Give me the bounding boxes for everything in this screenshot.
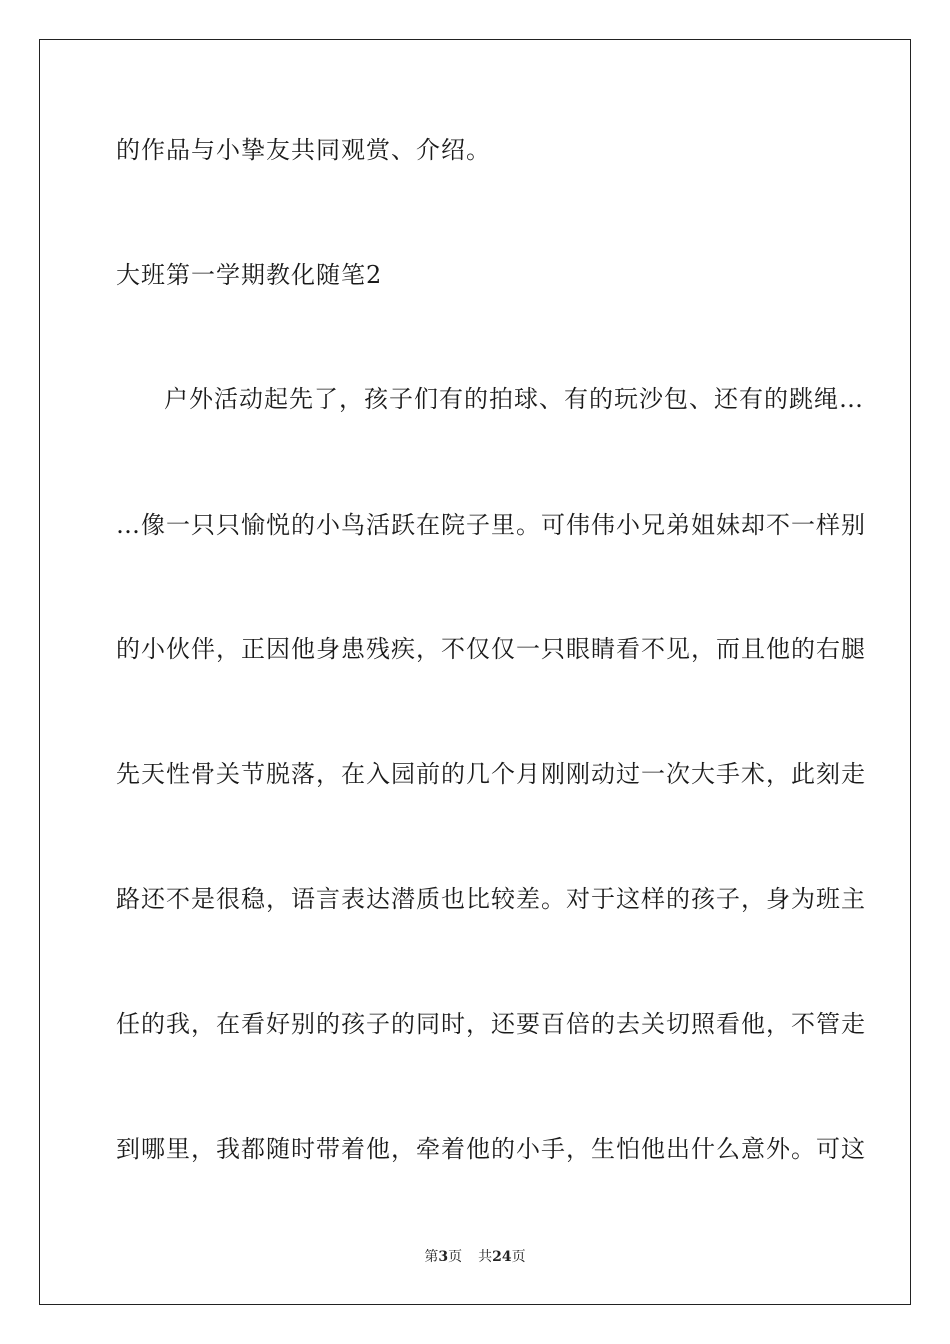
total-suffix: 页 — [511, 1249, 526, 1265]
section-heading: 大班第一学期教化随笔2 — [116, 261, 383, 289]
total-pages: 24 — [492, 1249, 512, 1265]
text-line-3: 户外活动起先了，孩子们有的拍球、有的玩沙包、还有的跳绳… — [164, 385, 864, 413]
text-line-1: 的作品与小挚友共同观赏、介绍。 — [116, 136, 491, 164]
text-line-5: 的小伙伴，正因他身患残疾，不仅仅一只眼睛看不见，而且他的右腿 — [116, 635, 866, 663]
page-prefix: 第 — [424, 1249, 439, 1265]
page-suffix: 页 — [448, 1249, 463, 1265]
text-line-7: 路还不是很稳，语言表达潜质也比较差。对于这样的孩子，身为班主 — [116, 885, 866, 913]
text-line-6: 先天性骨关节脱落，在入园前的几个月刚刚动过一次大手术，此刻走 — [116, 760, 866, 788]
page-border — [39, 39, 911, 1305]
total-prefix: 共 — [478, 1249, 493, 1265]
text-line-4: …像一只只愉悦的小鸟活跃在院子里。可伟伟小兄弟姐妹却不一样别 — [116, 511, 866, 539]
text-line-9: 到哪里，我都随时带着他，牵着他的小手，生怕他出什么意外。可这 — [116, 1135, 866, 1163]
page-footer — [0, 1248, 950, 1266]
page-number: 3 — [438, 1249, 449, 1265]
text-line-8: 任的我，在看好别的孩子的同时，还要百倍的去关切照看他，不管走 — [116, 1010, 866, 1038]
